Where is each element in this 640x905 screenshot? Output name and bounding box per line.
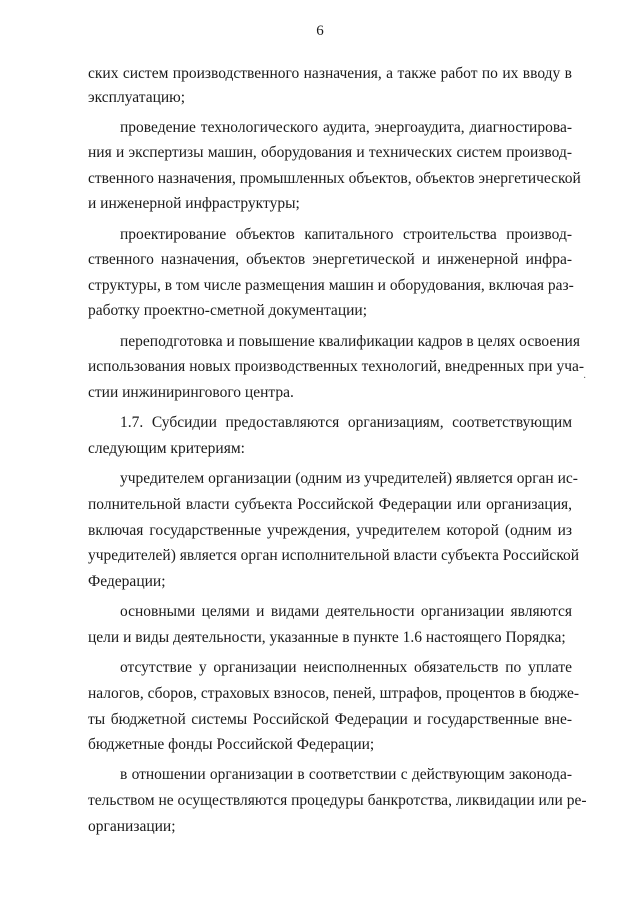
text-line: ты бюджетной системы Российской Федерации и государственные вне- — [88, 711, 572, 728]
text-line: учредителей) является орган исполнительной власти субъекта Российской — [88, 547, 580, 564]
text-line: цели и виды деятельности, указанные в пункте 1.6 настоящего Порядка; — [88, 629, 566, 646]
text-line: следующим критериям: — [88, 440, 245, 457]
stray-mark: · — [583, 373, 587, 384]
text-line: работку проектно-сметной документации; — [88, 302, 368, 319]
text-line: тельством не осуществляются процедуры банкротства, ликвидации или ре- — [88, 792, 587, 809]
text-line: проектирование объектов капитального строительства производ- — [120, 226, 572, 243]
text-line: ственного назначения, промышленных объектов, объектов энергетической — [88, 170, 581, 187]
text-line: учредителем организации (одним из учредителей) является орган ис- — [120, 470, 578, 487]
text-line: основными целями и видами деятельности организации являются — [120, 603, 572, 620]
text-line: переподготовка и повышение квалификации кадров в целях освоения — [120, 333, 580, 350]
text-line: организации; — [88, 818, 176, 835]
page-number: 6 — [316, 23, 324, 39]
text-line: бюджетные фонды Российской Федерации; — [88, 736, 375, 753]
text-line: эксплуатацию; — [88, 89, 186, 106]
text-line: использования новых производственных технологий, внедренных при уча- — [88, 358, 585, 375]
text-line: Федерации; — [88, 573, 166, 590]
text-line: стии инжинирингового центра. — [88, 384, 294, 401]
text-line: ских систем производственного назначения, а также работ по их вводу в — [88, 65, 572, 82]
text-line: проведение технологического аудита, энергоаудита, диагностирова- — [120, 119, 572, 136]
text-line: налогов, сборов, страховых взносов, пеней, штрафов, процентов в бюдже- — [88, 685, 580, 702]
text-line: полнительной власти субъекта Российской Федерации или организация, — [88, 496, 572, 513]
text-line: ственного назначения, объектов энергетической и инженерной инфра- — [88, 251, 572, 268]
text-line: в отношении организации в соответствии с действующим законода- — [120, 766, 572, 783]
text-line: отсутствие у организации неисполненных обязательств по уплате — [120, 659, 572, 676]
text-line: и инженерной инфраструктуры; — [88, 195, 300, 212]
text-line: включая государственные учреждения, учредителем которой (одним из — [88, 522, 572, 539]
text-line: структуры, в том числе размещения машин и оборудования, включая раз- — [88, 277, 574, 294]
text-line: 1.7. Субсидии предоставляются организациям, соответствующим — [120, 414, 572, 431]
text-line: ния и экспертизы машин, оборудования и технических систем производ- — [88, 144, 572, 161]
